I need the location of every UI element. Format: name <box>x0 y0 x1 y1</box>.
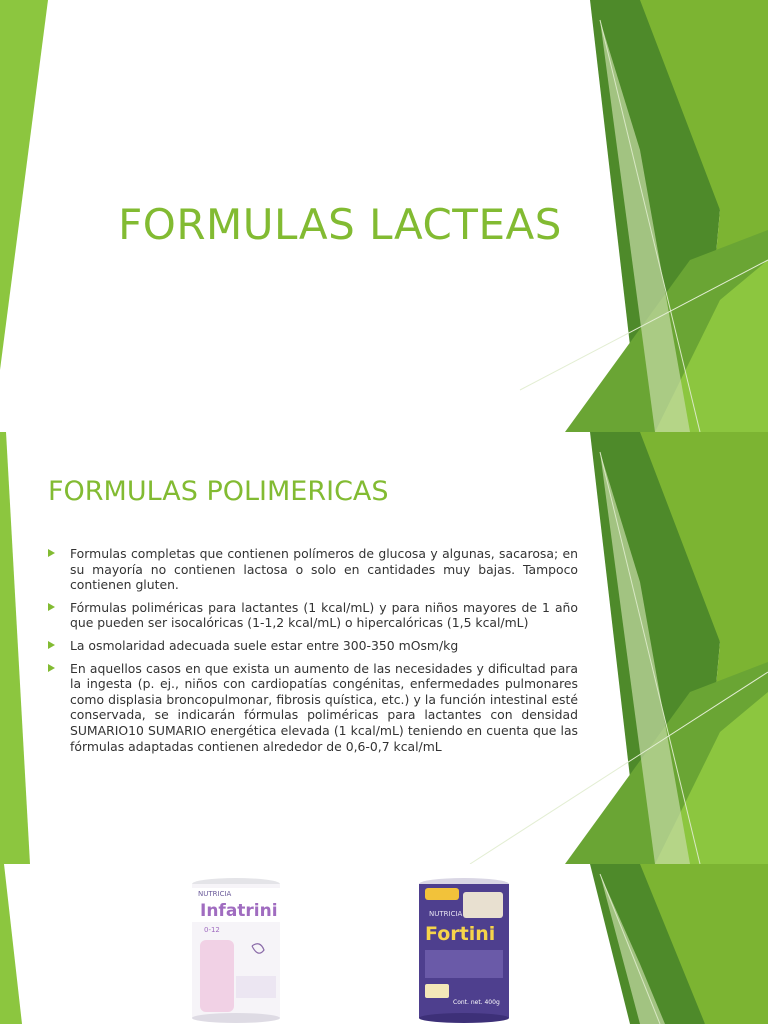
triangle-bullet-icon <box>48 664 55 672</box>
triangle-bullet-icon <box>48 549 55 557</box>
content-slide <box>0 432 768 864</box>
product-name-label: Fortini <box>425 923 496 945</box>
brand-label: NUTRICIA <box>429 910 463 918</box>
product-name-label: Infatrini <box>200 901 278 921</box>
triangle-bullet-icon <box>48 641 55 649</box>
bullet-item <box>48 600 578 631</box>
fortini-can-image <box>417 876 511 1024</box>
decorative-shapes <box>0 864 768 1024</box>
bullet-text: La osmolaridad adecuada suele estar entre 300-350 mOsm/kg <box>70 637 459 653</box>
section-title: FORMULAS POLIMERICAS <box>48 476 389 507</box>
bullet-item <box>48 638 578 654</box>
age-label: 0-12 <box>204 926 220 934</box>
title-slide <box>0 0 768 432</box>
bullet-list <box>48 546 578 761</box>
slide-title: FORMULAS LACTEAS <box>118 200 562 249</box>
bullet-text: Formulas completas que contienen polímeros de glucosa y algunas, sacarosa; en su mayoría no contienen lactosa o solo en cantidades muy bajas. Tampoco contienen gluten. <box>70 546 578 593</box>
bullet-text: Fórmulas poliméricas para lactantes (1 kcal/mL) y para niños mayores de 1 año que pueden ser isocalóricas (1-1,2 kcal/mL) o hipercalóricas (1,5 kcal/mL) <box>70 599 578 631</box>
weight-label: Cont. net. 400g <box>453 999 500 1006</box>
bullet-item <box>48 661 578 755</box>
infatrini-can-image <box>190 876 282 1024</box>
image-slide <box>0 864 768 1024</box>
bullet-text: En aquellos casos en que exista un aumento de las necesidades y dificultad para la ingesta (p. ej., niños con cardiopatías congénitas, enfermedades pulmonares como displasia broncopulmonar, fibrosis quística, etc.) y la función intestinal esté conservada, se indicarán fórmulas poliméricas para lactantes con densidad SUMARIO10 SUMARIO energética elevada (1 kcal/mL) teniendo en cuenta que las fórmulas adaptadas contienen alrededor de 0,6-0,7 kcal/mL <box>70 660 578 754</box>
brand-label: NUTRICIA <box>198 890 232 898</box>
triangle-bullet-icon <box>48 603 55 611</box>
bullet-item <box>48 546 578 593</box>
